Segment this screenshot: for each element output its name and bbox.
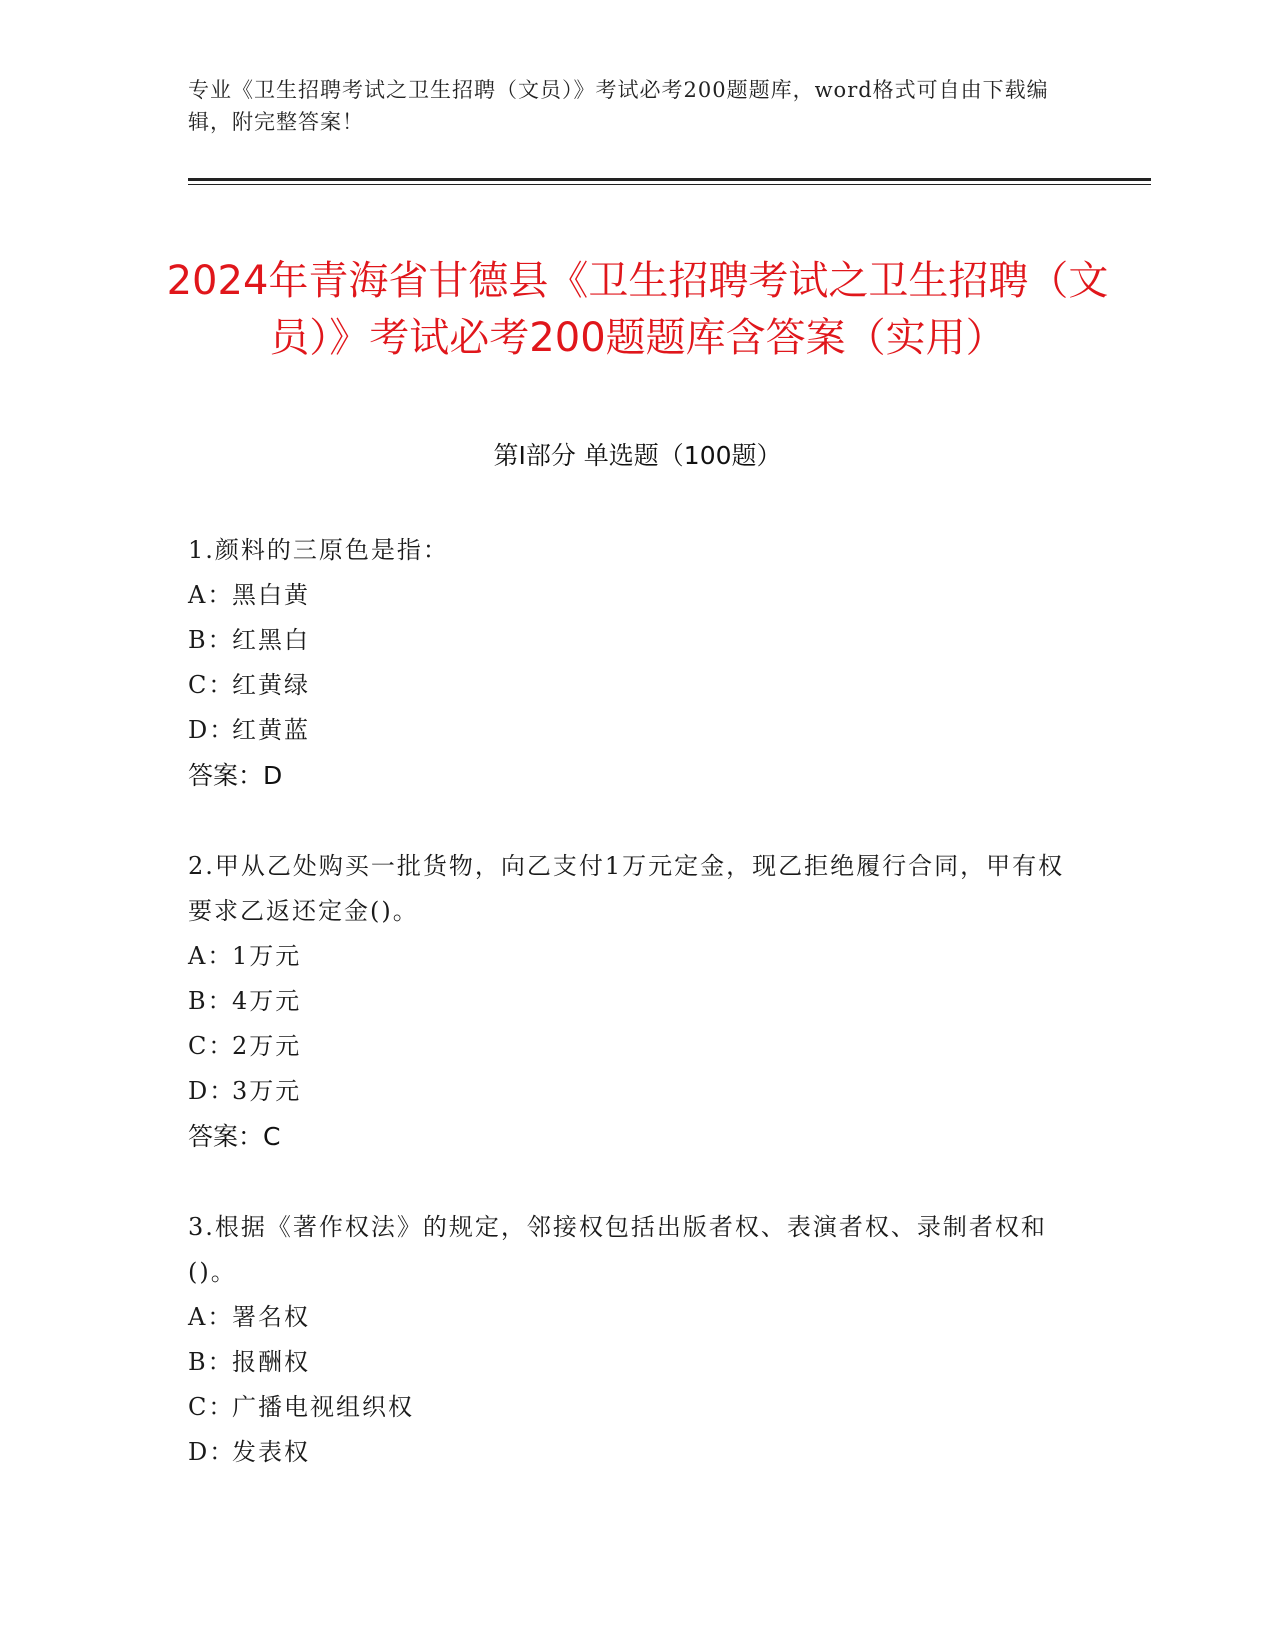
option-key: A： bbox=[188, 942, 234, 970]
question-1 bbox=[188, 528, 1068, 798]
option-text: 黑白黄 bbox=[232, 581, 310, 609]
question-stem: 3.根据《著作权法》的规定，邻接权包括出版者权、表演者权、录制者权和()。 bbox=[188, 1213, 1047, 1286]
option-text: 报酬权 bbox=[232, 1348, 310, 1376]
option-a bbox=[188, 573, 1068, 618]
document-title: 2024年青海省甘德县《卫生招聘考试之卫生招聘（文员）》考试必考200题题库含答案（实用） bbox=[166, 257, 1109, 361]
option-key: A： bbox=[188, 1303, 234, 1331]
option-key: B： bbox=[188, 1348, 234, 1376]
option-text: 2万元 bbox=[232, 1032, 302, 1060]
option-text: 3万元 bbox=[232, 1077, 302, 1105]
option-text: 广播电视组织权 bbox=[232, 1393, 414, 1421]
section-heading: 第Ⅰ部分 单选题（100题） bbox=[493, 441, 782, 470]
option-text: 署名权 bbox=[232, 1303, 310, 1331]
option-d bbox=[188, 708, 1068, 753]
option-d bbox=[188, 1069, 1068, 1114]
option-text: 4万元 bbox=[232, 987, 302, 1015]
option-text: 红黄绿 bbox=[232, 671, 310, 699]
answer-line: 答案：D bbox=[188, 761, 283, 790]
option-text: 发表权 bbox=[232, 1438, 310, 1466]
header-rule-thick bbox=[188, 178, 1151, 181]
option-key: B： bbox=[188, 626, 234, 654]
option-b bbox=[188, 618, 1068, 663]
option-key: B： bbox=[188, 987, 234, 1015]
option-key: C： bbox=[188, 1032, 235, 1060]
option-c bbox=[188, 1024, 1068, 1069]
option-key: D： bbox=[188, 1438, 236, 1466]
header-note: 专业《卫生招聘考试之卫生招聘（文员）》考试必考200题题库，word格式可自由下载编辑，附完整答案！ bbox=[188, 78, 1049, 134]
option-text: 红黄蓝 bbox=[232, 716, 310, 744]
question-list bbox=[188, 528, 1068, 1521]
option-b bbox=[188, 979, 1068, 1024]
option-key: C： bbox=[188, 671, 235, 699]
option-key: C： bbox=[188, 1393, 235, 1421]
option-key: D： bbox=[188, 716, 236, 744]
option-c bbox=[188, 1385, 1068, 1430]
question-stem: 2.甲从乙处购买一批货物，向乙支付1万元定金，现乙拒绝履行合同，甲有权要求乙返还定金()。 bbox=[188, 852, 1065, 925]
option-d bbox=[188, 1430, 1068, 1475]
option-text: 1万元 bbox=[232, 942, 302, 970]
option-key: A： bbox=[188, 581, 234, 609]
option-b bbox=[188, 1340, 1068, 1385]
option-key: D： bbox=[188, 1077, 236, 1105]
option-c bbox=[188, 663, 1068, 708]
question-stem: 1.颜料的三原色是指： bbox=[188, 536, 449, 564]
question-3 bbox=[188, 1205, 1068, 1475]
question-2 bbox=[188, 844, 1068, 1159]
option-text: 红黑白 bbox=[232, 626, 310, 654]
option-a bbox=[188, 934, 1068, 979]
option-a bbox=[188, 1295, 1068, 1340]
answer-line: 答案：C bbox=[188, 1122, 281, 1151]
header-rule-thin bbox=[188, 184, 1151, 185]
